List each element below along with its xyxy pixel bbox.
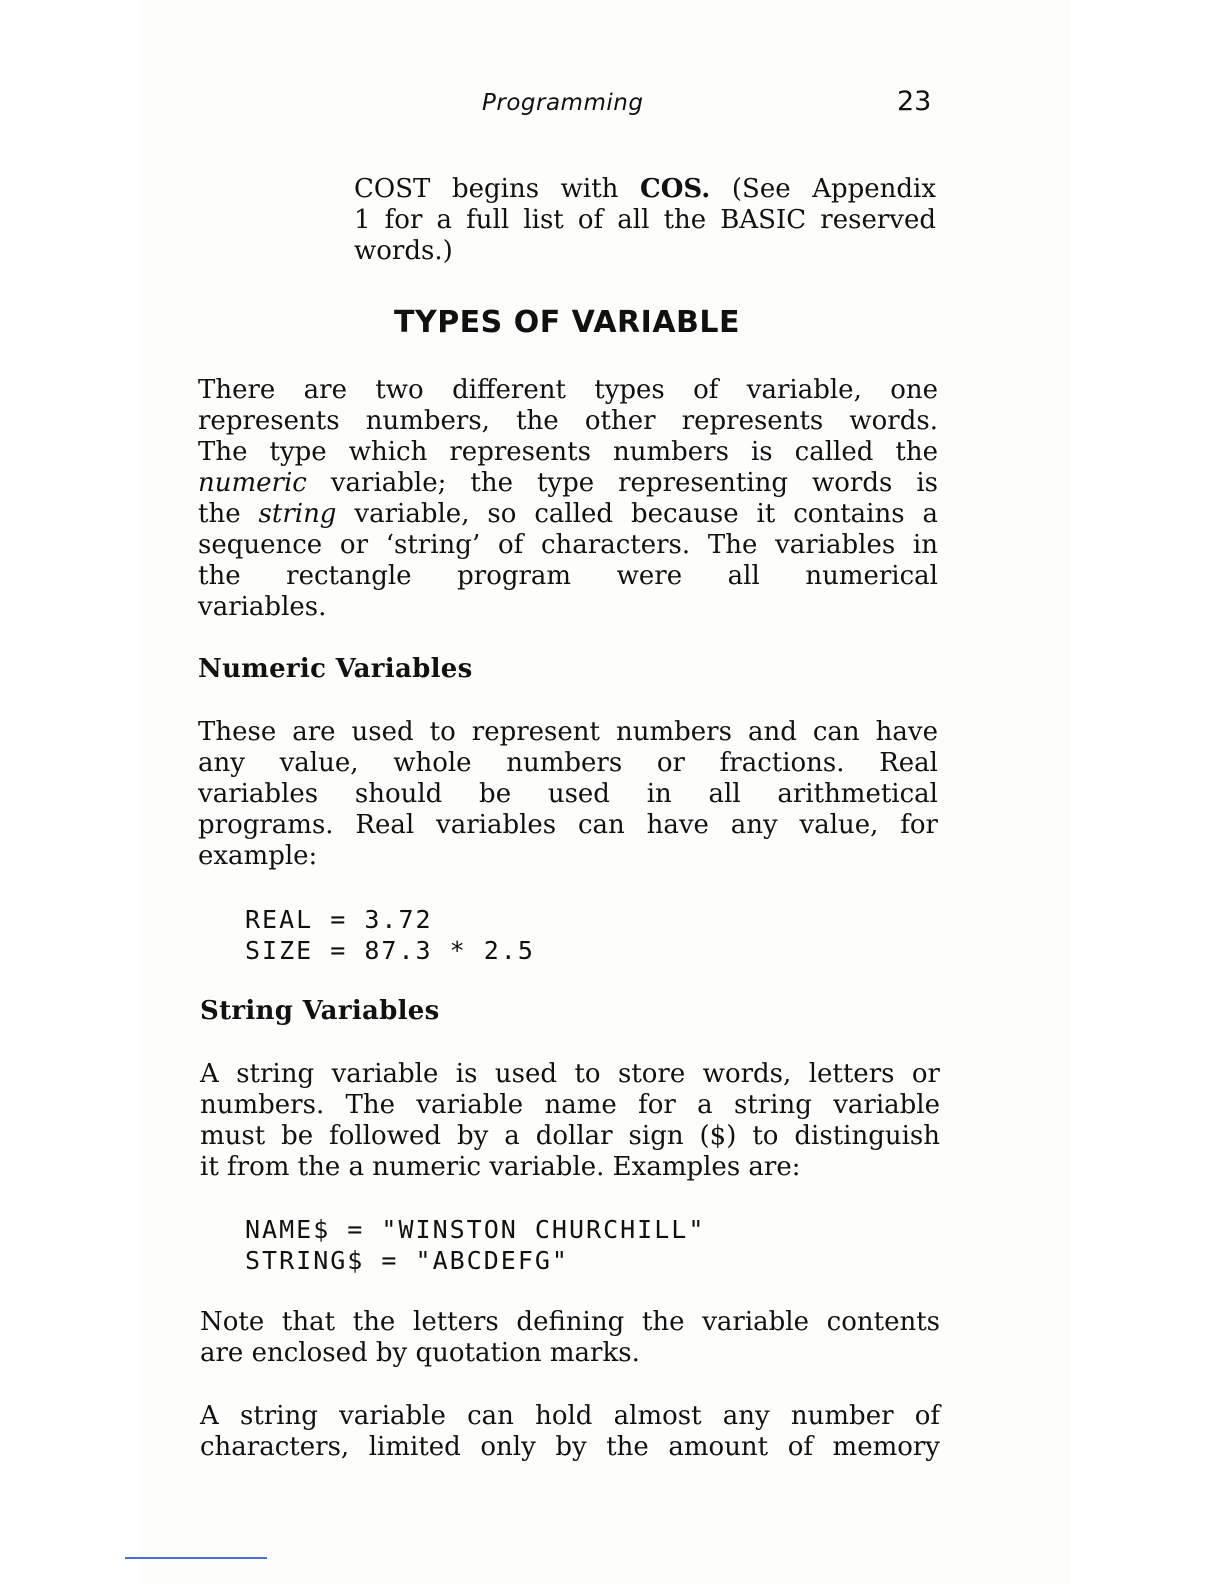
types-paragraph bbox=[198, 375, 938, 623]
string-variables-heading: String Variables bbox=[200, 996, 440, 1026]
term-numeric: numeric bbox=[198, 468, 307, 498]
intro-text: COST begins with bbox=[354, 174, 641, 204]
string-paragraph bbox=[200, 1059, 940, 1183]
paragraph-line: Note that the letters defining the variable contents bbox=[200, 1307, 940, 1337]
string-capacity-paragraph bbox=[200, 1401, 940, 1463]
intro-line: 1 for a full list of all the BASIC reserved bbox=[354, 205, 936, 235]
paragraph-text: the bbox=[198, 499, 259, 529]
numeric-code-example bbox=[245, 904, 535, 966]
running-title: Programming bbox=[482, 90, 644, 116]
paragraph-line: it from the a numeric variable. Examples are: bbox=[200, 1152, 801, 1182]
paragraph-line bbox=[198, 468, 938, 499]
numeric-paragraph bbox=[198, 717, 938, 872]
paragraph-line: These are used to represent numbers and can have bbox=[198, 717, 938, 747]
code-line: SIZE = 87.3 * 2.5 bbox=[245, 936, 535, 965]
paragraph-line: A string variable is used to store words, letters or bbox=[200, 1059, 940, 1089]
paragraph-line: represents numbers, the other represents words. bbox=[198, 406, 938, 436]
paragraph-line: are enclosed by quotation marks. bbox=[200, 1338, 640, 1368]
paragraph-line: sequence or ‘string’ of characters. The variables in bbox=[198, 530, 938, 560]
code-line: STRING$ = "ABCDEFG" bbox=[245, 1246, 569, 1275]
paragraph-line: variables. bbox=[198, 592, 327, 622]
intro-line bbox=[354, 174, 936, 205]
intro-paragraph bbox=[354, 174, 936, 267]
paragraph-text: variable, so called because it contains a bbox=[336, 499, 938, 529]
paragraph-line: characters, limited only by the amount of memory bbox=[200, 1432, 940, 1462]
paragraph-line: The type which represents numbers is called the bbox=[198, 437, 938, 467]
string-code-example bbox=[245, 1214, 705, 1276]
page-number: 23 bbox=[897, 86, 932, 117]
section-heading: TYPES OF VARIABLE bbox=[394, 305, 741, 340]
code-line: REAL = 3.72 bbox=[245, 905, 433, 934]
code-line: NAME$ = "WINSTON CHURCHILL" bbox=[245, 1215, 706, 1244]
intro-line: words.) bbox=[354, 236, 453, 266]
term-string: string bbox=[258, 499, 337, 529]
paragraph-line: must be followed by a dollar sign ($) to distinguish bbox=[200, 1121, 940, 1151]
paragraph-line bbox=[198, 499, 938, 530]
paragraph-line: There are two different types of variable, one bbox=[198, 375, 938, 405]
intro-text: (See Appendix bbox=[710, 174, 937, 204]
paragraph-line: numbers. The variable name for a string variable bbox=[200, 1090, 940, 1120]
paragraph-line: programs. Real variables can have any value, for bbox=[198, 810, 938, 840]
note-paragraph bbox=[200, 1307, 940, 1369]
footer-rule bbox=[125, 1557, 267, 1559]
numeric-variables-heading: Numeric Variables bbox=[198, 654, 473, 684]
paragraph-line: the rectangle program were all numerical bbox=[198, 561, 938, 591]
keyword-cos: COS. bbox=[640, 174, 711, 204]
paragraph-line: A string variable can hold almost any number of bbox=[200, 1401, 940, 1431]
paragraph-text: variable; the type representing words is bbox=[306, 468, 938, 498]
paragraph-line: any value, whole numbers or fractions. Real bbox=[198, 748, 938, 778]
paragraph-line: example: bbox=[198, 841, 318, 871]
paragraph-line: variables should be used in all arithmetical bbox=[198, 779, 938, 809]
